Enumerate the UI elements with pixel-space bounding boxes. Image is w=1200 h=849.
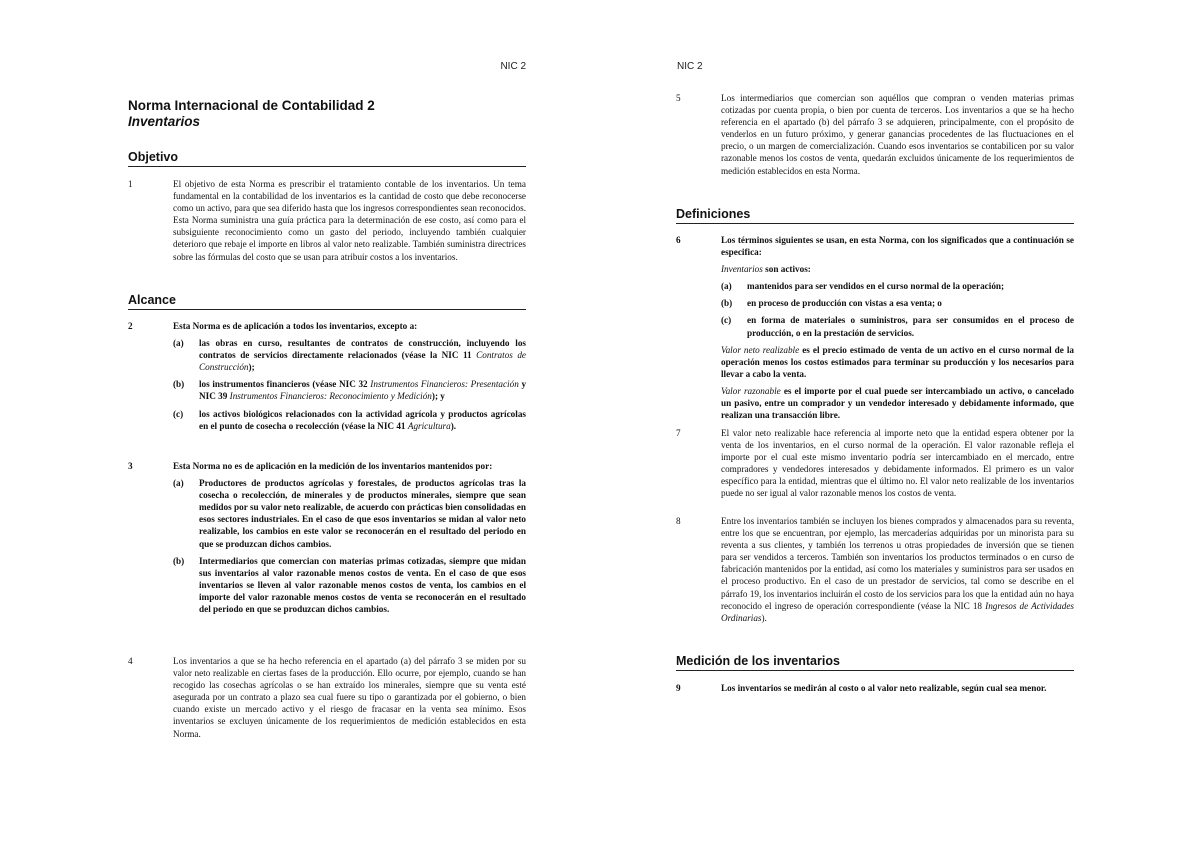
definition-valor-neto-realizable: Valor neto realizable es el precio estimado de venta de un activo en el curso normal de la operación menos los costos estimados para terminar su producción y los necesarios para llevar a cabo la venta. (721, 344, 1075, 379)
paragraph-number: 3 (128, 461, 133, 471)
paragraph-number: 7 (676, 428, 681, 438)
paragraph-1 (128, 178, 526, 263)
heading-objetivo: Objetivo (128, 150, 526, 167)
running-head: NIC 2 (677, 61, 703, 72)
paragraph-text: Los intermediarios que comercian son aquéllos que compran o venden materias primas cotizadas por cuenta propia, o bien por cuenta de terceros. Los inventarios a que se ha hecho referencia en el apartado (b) del párrafo 3 se adquieren, principalmente, con el propósito de venderlos en un futuro próximo, y generar ganancias procedentes de las fluctuaciones en el precio, o un margen de comercialización. Cuando esos inventarios se contabilicen por su valor razonable menos los costos de venta, quedarán excluidos únicamente de los requerimientos de medición establecidos en esta Norma. (721, 93, 1074, 176)
list-item-b: (b) en proceso de producción con vistas a esa venta; o (721, 298, 942, 309)
paragraph-number: 1 (128, 179, 133, 189)
paragraph-intro: Esta Norma es de aplicación a todos los inventarios, excepto a: (173, 321, 418, 331)
definition-valor-razonable: Valor razonable es el importe por el cual puede ser intercambiado un activo, o cancelado un pasivo, entre un comprador y un vendedor interesado y debidamente informado, que realizan una transacción libre. (721, 385, 1075, 421)
heading-alcance: Alcance (128, 293, 526, 310)
list-item-b: (b) los instrumentos financieros (véase NIC 32 Instrumentos Financieros: Presentación y NIC 39 Instrumentos Financieros: Reconocimiento y Medición); y (173, 379, 527, 402)
paragraph-text: Los inventarios se medirán al costo o al valor neto realizable, según cual sea menor. (721, 683, 1047, 693)
right-page (676, 0, 1076, 849)
paragraph-text: El valor neto realizable hace referencia al importe neto que la entidad espera obtener por la venta de los inventarios, en el curso normal de la operación. El valor razonable refleja el importe por el cual este mismo inventario podría ser intercambiado en el mercado, entre compradores y vendedores interesados y debidamente informados. El primero es un valor específico para la entidad, mientras que el último no. El valor neto realizable de los inventarios puede no ser igual al valor razonable menos los costos de venta. (721, 428, 1074, 499)
document-title (128, 98, 375, 130)
paragraph-number: 2 (128, 321, 133, 331)
paragraph-5 (676, 92, 1074, 177)
list-item-a: (a) mantenidos para ser vendidos en el curso normal de la operación; (721, 281, 1005, 292)
paragraph-intro: Esta Norma no es de aplicación en la medición de los inventarios mantenidos por: (173, 461, 493, 471)
paragraph-6 (676, 234, 1074, 426)
paragraph-number: 9 (676, 683, 681, 693)
heading-medicion: Medición de los inventarios (676, 654, 1074, 671)
list-item-b: (b) Intermediarios que comercian con materias primas cotizadas, siempre que midan sus inventarios al valor razonable menos costos de venta. En el caso de que esos inventarios se lleven al valor razonable menos costos de venta, los cambios en el importe del valor razonable menos costos de venta se reconocerán en el resultado del periodo en que se produzcan dichos cambios. (173, 555, 526, 615)
paragraph-2 (128, 320, 526, 437)
paragraph-7 (676, 427, 1074, 500)
definition-inventarios: Inventarios son activos: (721, 264, 811, 275)
paragraph-text: Entre los inventarios también se incluyen los bienes comprados y almacenados para su reventa, entre los que se encuentran, por ejemplo, las mercaderías adquiridas por un minorista para su reventa a sus clientes, y también los terrenos u otras propiedades de inversión que se tienen para ser vendidos a terceros. También son inventarios los productos terminados o en curso de fabricación mantenidos por la entidad, así como los materiales y suministros para ser usados en el proceso productivo. En el caso de un prestador de servicios, tal como se describe en el párrafo 19, los inventarios incluirán el costo de los servicios para los que la entidad aún no haya reconocido el ingreso de operación correspondiente (véase la NIC 18 Ingresos de Actividades Ordinarias). (721, 516, 1075, 623)
heading-definiciones: Definiciones (676, 207, 1074, 224)
paragraph-9 (676, 682, 1074, 694)
list-item-c: (c) los activos biológicos relacionados con la actividad agrícola y productos agrícolas en el punto de cosecha o recolección (véase la NIC 41 Agricultura). (173, 408, 526, 431)
paragraph-4 (128, 655, 526, 740)
paragraph-number: 5 (676, 93, 681, 103)
paragraph-text: El objetivo de esta Norma es prescribir el tratamiento contable de los inventarios. Un tema fundamental en la contabilidad de los inventarios es la cantidad de costo que debe reconocerse como un activo, para que sea diferido hasta que los ingresos correspondientes sean reconocidos. Esta Norma suministra una guía práctica para la determinación de ese costo, así como para el subsiguiente reconocimiento como un gasto del periodo, incluyendo también cualquier deterioro que rebaje el importe en libros al valor neto realizable. También suministra directrices sobre las fórmulas del costo que se usan para atribuir costos a los inventarios. (173, 179, 526, 262)
title-subtitle: Inventarios (128, 114, 201, 129)
left-page (128, 0, 528, 849)
paragraph-3 (128, 460, 526, 620)
title-main: Norma Internacional de Contabilidad 2 (128, 98, 375, 113)
paragraph-8 (676, 515, 1074, 624)
paragraph-number: 6 (676, 235, 681, 245)
running-head: NIC 2 (500, 61, 526, 72)
list-item-a: (a) las obras en curso, resultantes de contratos de construcción, incluyendo los contratos de servicios directamente relacionados (véase la NIC 11 Contratos de Construcción); (173, 338, 526, 373)
paragraph-text: Los inventarios a que se ha hecho referencia en el apartado (a) del párrafo 3 se miden por su valor neto realizable en ciertas fases de la producción. Ello ocurre, por ejemplo, cuando se han recogido las cosechas agrícolas o se han extraído los minerales, siempre que su venta esté asegurada por un contrato a plazo sea cual fuere su tipo o garantizada por el gobierno, o bien cuando existe un mercado activo y el riesgo de fracasar en la venta sea mínimo. Esos inventarios se excluyen únicamente de los requerimientos de medición establecidos en esta Norma. (173, 656, 526, 739)
paragraph-intro: Los términos siguientes se usan, en esta Norma, con los significados que a continuación se especifica: (721, 235, 1074, 258)
paragraph-number: 4 (128, 656, 133, 666)
list-item-c: (c) en forma de materiales o suministros, para ser consumidos en el proceso de producción, o en la prestación de servicios. (721, 315, 1074, 338)
paragraph-number: 8 (676, 516, 681, 526)
list-item-a: (a) Productores de productos agrícolas y forestales, de productos agrícolas tras la cosecha o recolección, de minerales y de productos minerales, siempre que sean medidos por su valor neto realizable, de acuerdo con prácticas bien consolidadas en esos sectores industriales. En el caso de que esos inventarios se midan al valor neto realizable, los cambios en este valor se reconocerán en el resultado del periodo en que se produzcan dichos cambios. (173, 478, 526, 549)
